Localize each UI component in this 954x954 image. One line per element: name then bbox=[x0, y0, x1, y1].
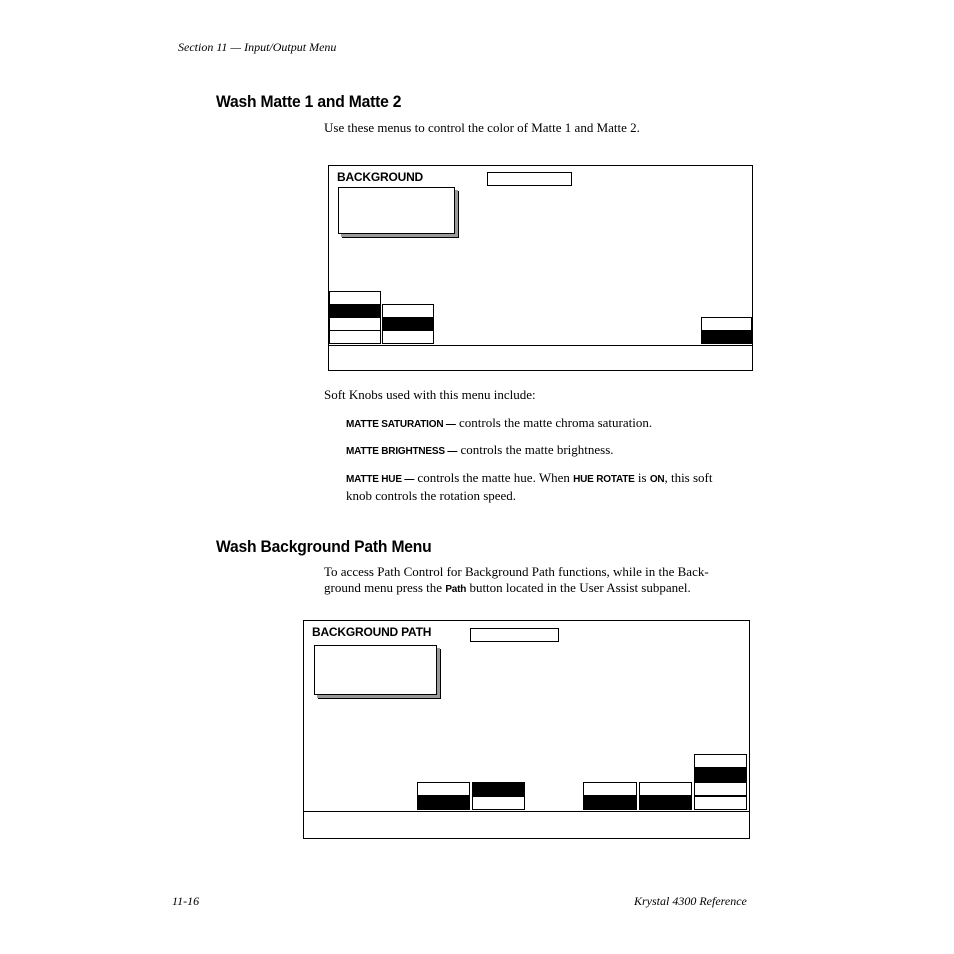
knob-desc: controls the matte hue. When bbox=[414, 470, 574, 485]
para-text: button located in the User Assist subpanel. bbox=[466, 580, 691, 595]
knob-item bbox=[346, 415, 652, 433]
running-head: Section 11 — Input/Output Menu bbox=[178, 40, 337, 54]
menu-title: BACKGROUND bbox=[337, 170, 423, 184]
book-title: Krystal 4300 Reference bbox=[634, 894, 747, 908]
knob-desc: knob controls the rotation speed. bbox=[346, 488, 517, 503]
menu-button[interactable] bbox=[472, 796, 525, 810]
soft-knobs-intro: Soft Knobs used with this menu include: bbox=[324, 387, 536, 402]
menu-button[interactable] bbox=[694, 782, 747, 796]
menu-button-selected[interactable] bbox=[417, 796, 470, 810]
menu-button[interactable] bbox=[694, 796, 747, 810]
status-bar-divider bbox=[304, 811, 749, 812]
menu-button-selected[interactable] bbox=[329, 304, 381, 318]
knob-item-hue bbox=[346, 470, 766, 504]
menu-button[interactable] bbox=[329, 291, 381, 305]
menu-button[interactable] bbox=[329, 330, 381, 344]
keyword: Path bbox=[445, 584, 467, 595]
page-number: 11-16 bbox=[172, 894, 200, 908]
menu-button-selected[interactable] bbox=[694, 768, 747, 782]
menu-button[interactable] bbox=[329, 317, 381, 331]
menu-button[interactable] bbox=[639, 782, 692, 796]
knob-item bbox=[346, 442, 614, 460]
knob-name: MATTE HUE — bbox=[346, 474, 415, 485]
background-path-menu-figure bbox=[303, 620, 750, 839]
menu-title-field bbox=[487, 172, 572, 186]
section-intro: Use these menus to control the color of Matte 1 and Matte 2. bbox=[324, 120, 640, 135]
knob-desc: , this soft bbox=[664, 470, 713, 485]
knob-desc: is bbox=[634, 470, 650, 485]
menu-button-selected[interactable] bbox=[583, 796, 637, 810]
para-text: To access Path Control for Background Path functions, while in the Back- bbox=[324, 564, 709, 579]
section-heading-background-path: Wash Background Path Menu bbox=[216, 537, 432, 556]
knob-desc: controls the matte brightness. bbox=[457, 442, 614, 457]
para-text: ground menu press the bbox=[324, 580, 446, 595]
menu-button-selected[interactable] bbox=[472, 782, 525, 796]
section-paragraph bbox=[324, 564, 764, 598]
menu-button[interactable] bbox=[417, 782, 470, 796]
menu-title: BACKGROUND PATH bbox=[312, 625, 432, 639]
background-menu-figure bbox=[328, 165, 753, 371]
knob-desc: controls the matte chroma saturation. bbox=[455, 415, 653, 430]
menu-title-field bbox=[470, 628, 559, 642]
section-heading-wash-matte: Wash Matte 1 and Matte 2 bbox=[216, 92, 402, 111]
menu-button-selected[interactable] bbox=[639, 796, 692, 810]
menu-button-selected[interactable] bbox=[382, 317, 434, 331]
menu-button[interactable] bbox=[382, 330, 434, 344]
keyword: HUE ROTATE bbox=[573, 474, 635, 485]
knob-name: MATTE BRIGHTNESS — bbox=[346, 446, 458, 457]
matte-color-panel bbox=[338, 187, 455, 234]
menu-button[interactable] bbox=[694, 754, 747, 768]
keyword: ON bbox=[649, 474, 665, 485]
menu-button-selected[interactable] bbox=[701, 330, 752, 344]
knob-name: MATTE SATURATION — bbox=[346, 419, 456, 430]
menu-button[interactable] bbox=[382, 304, 434, 318]
status-bar-divider bbox=[329, 345, 752, 346]
menu-button[interactable] bbox=[583, 782, 637, 796]
path-panel bbox=[314, 645, 437, 695]
menu-button[interactable] bbox=[701, 317, 752, 331]
